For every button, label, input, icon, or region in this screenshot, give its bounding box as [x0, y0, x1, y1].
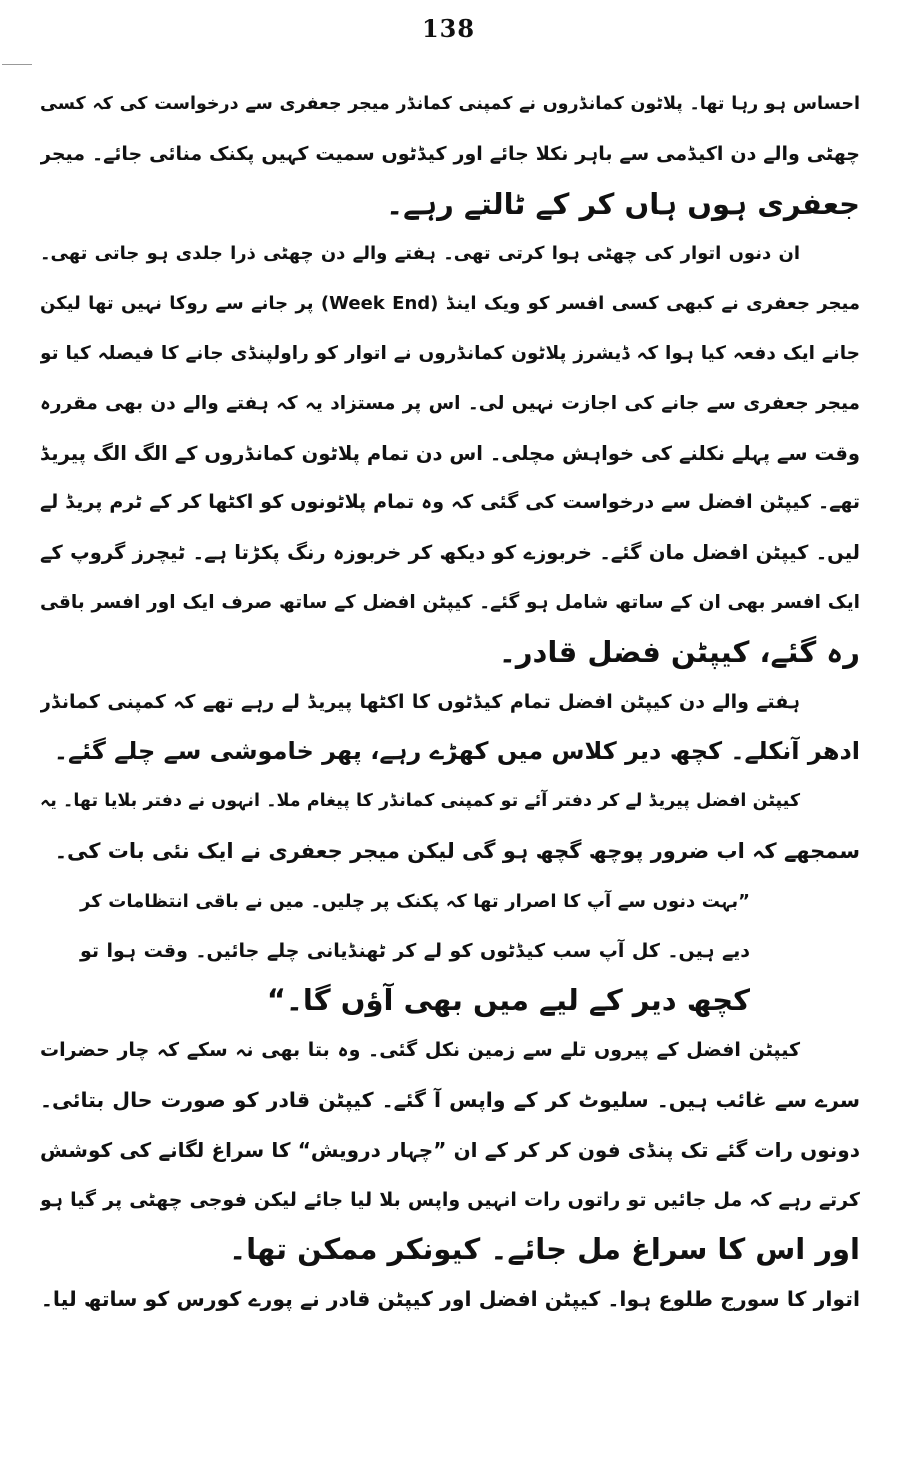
text-line-5-a: میجر جعفری نے کبھی کسی افسر کو ویک اینڈ — [445, 293, 860, 315]
text-line-1: احساس ہو رہا تھا۔ پلاٹون کمانڈروں نے کمپنی کمانڈر میجر جعفری سے درخواست کی کہ کسی — [40, 94, 860, 114]
quote-line-3: کچھ دیر کے لیے میں بھی آؤں گا۔“ — [266, 983, 750, 1018]
text-line-19: دونوں رات گئے تک پنڈی فون کر کر کے ان ”چہار درویش“ کا سراغ لگانے کی کوشش — [40, 1137, 860, 1162]
quote-line-1: ”بہت دنوں سے آپ کا اصرار تھا کہ پکنک پر چلیں۔ میں نے باقی انتظامات کر — [80, 890, 750, 912]
text-line-5-b: پر جانے سے روکا نہیں تھا لیکن — [40, 293, 314, 315]
text-line-20: کرتے رہے کہ مل جائیں تو راتوں رات انہیں واپس بلا لیا جائے لیکن فوجی چھٹی پر گیا ہو — [40, 1188, 860, 1211]
scan-edge-mark — [2, 64, 32, 65]
text-line-15: کیپٹن افضل پیریڈ لے کر دفتر آئے تو کمپنی کمانڈر کا پیغام ملا۔ انہوں نے دفتر بلایا تھا۔ یہ — [40, 791, 800, 812]
week-end-english: (Week End) — [320, 293, 439, 315]
text-line-7: میجر جعفری سے جانے کی اجازت نہیں لی۔ اس پر مستزاد یہ کہ ہفتے والے دن بھی مقررہ — [40, 392, 860, 414]
text-line-5 — [40, 279, 860, 329]
text-line-14: ادھر آنکلے۔ کچھ دیر کلاس میں کھڑے رہے، پھر خاموشی سے چلے گئے۔ — [53, 737, 860, 766]
text-line-10: لیں۔ کیپٹن افضل مان گئے۔ خربوزے کو دیکھ کر خربوزہ رنگ پکڑتا ہے۔ ٹیچرز گروپ کے — [40, 541, 860, 565]
text-line-9: تھے۔ کیپٹن افضل سے درخواست کی گئی کہ وہ تمام پلاٹونوں کو اکٹھا کر کے ٹرم پریڈ لے — [40, 491, 860, 514]
text-line-6: جانے ایک دفعہ کیا ہوا کہ ڈیشرز پلاٹون کمانڈروں نے اتوار کو راولپنڈی جانے کا فیصلہ کیا تو — [40, 342, 860, 364]
quote-line-2: دیے ہیں۔ کل آپ سب کیڈٹوں کو لے کر ٹھنڈیانی چلے جائیں۔ وقت ہوا تو — [80, 939, 750, 962]
text-line-18: سرے سے غائب ہیں۔ سلیوٹ کر کے واپس آ گئے۔ کیپٹن قادر کو صورت حال بتائی۔ — [40, 1087, 860, 1112]
text-line-21: اور اس کا سراغ مل جائے۔ کیونکر ممکن تھا۔ — [229, 1232, 860, 1267]
text-line-2: چھٹی والے دن اکیڈمی سے باہر نکلا جائے اور کیڈٹوں سمیت کہیں پکنک منائی جائے۔ میجر — [40, 142, 860, 165]
text-line-16: سمجھے کہ اب ضرور پوچھ گچھ ہو گی لیکن میجر جعفری نے ایک نئی بات کی۔ — [54, 838, 860, 863]
text-line-22: اتوار کا سورج طلوع ہوا۔ کیپٹن افضل اور کیپٹن قادر نے پورے کورس کو ساتھ لیا۔ — [40, 1287, 860, 1312]
text-line-8: وقت سے پہلے نکلنے کی خواہش مچلی۔ اس دن تمام پلاٹون کمانڈروں کے الگ الگ پیریڈ — [40, 441, 860, 465]
text-line-4: ان دنوں اتوار کی چھٹی ہوا کرتی تھی۔ ہفتے والے دن چھٹی ذرا جلدی ہو جاتی تھی۔ — [40, 243, 800, 265]
page-text — [40, 80, 860, 1325]
text-line-3: جعفری ہوں ہاں کر کے ٹالتے رہے۔ — [386, 186, 860, 221]
text-line-11: ایک افسر بھی ان کے ساتھ شامل ہو گئے۔ کیپٹن افضل کے ساتھ صرف ایک اور افسر باقی — [40, 591, 860, 613]
text-line-12: رہ گئے، کیپٹن فضل قادر۔ — [498, 634, 860, 669]
text-line-13: ہفتے والے دن کیپٹن افضل تمام کیڈٹوں کا اکٹھا پیریڈ لے رہے تھے کہ کمپنی کمانڈر — [40, 690, 800, 713]
text-line-17: کیپٹن افضل کے پیروں تلے سے زمین نکل گئی۔ وہ بتا بھی نہ سکے کہ چار حضرات — [40, 1039, 800, 1062]
page-number: 138 — [421, 14, 476, 43]
